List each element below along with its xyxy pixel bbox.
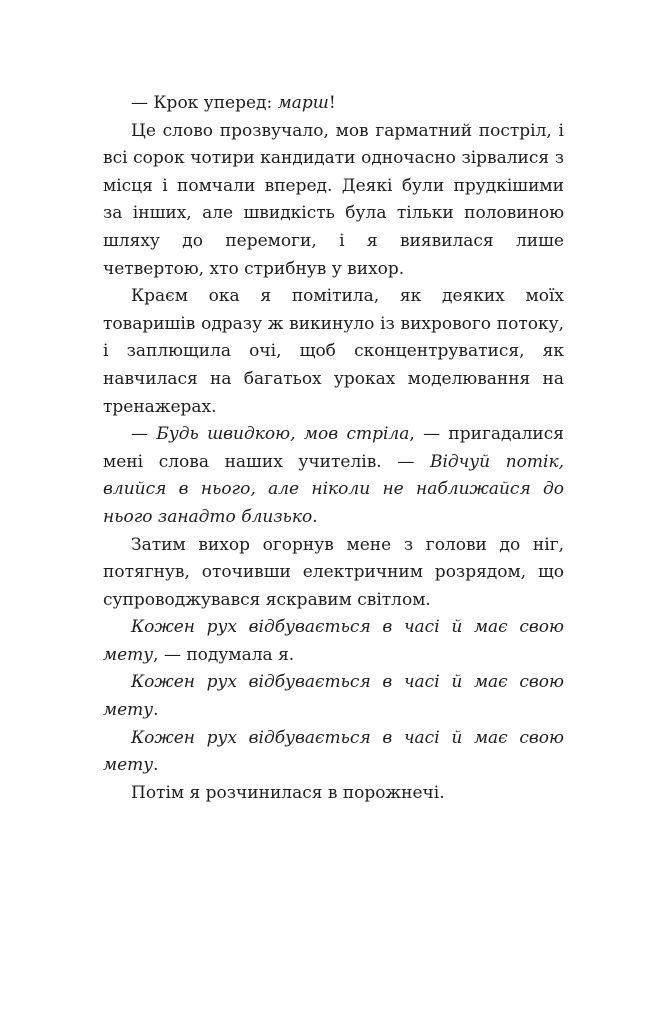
book-page-text xyxy=(103,90,564,807)
italic-run: Кожен рух відбувається в часі й має свою мету xyxy=(103,727,564,776)
text-run: Це слово прозвучало, мов гарматний постріл, і всі сорок чотири кандидати одночасно зірвалися з місця і помчали вперед. Деякі були прудкішими за інших, але швидкість була тільки половиною шляху до перемоги, і я виявилася лише четвертою, хто стрибнув у вихор. xyxy=(103,120,564,279)
paragraph-2 xyxy=(103,118,564,284)
paragraph-5 xyxy=(103,532,564,615)
text-run: . xyxy=(153,700,159,721)
paragraph-8 xyxy=(103,725,564,780)
italic-run: Кожен рух відбувається в часі й має свою мету xyxy=(103,617,564,665)
paragraph-7 xyxy=(103,669,564,724)
text-run: ! xyxy=(328,93,336,113)
text-run: Краєм ока я помітила, як деяких моїх товаришів одразу ж викинуло із вихрового потоку, і заплющила очі, щоб сконцентруватися, як навчилася на багатьох уроках моделювання на тренажерах. xyxy=(103,286,564,417)
paragraph-1 xyxy=(103,90,564,118)
text-run: Затим вихор огорнув мене з голови до ніг, потягнув, оточивши електричним розрядом, що супроводжувався яскравим світлом. xyxy=(103,534,564,610)
paragraph-9 xyxy=(103,780,564,808)
text-run: , — пригадалися мені слова наших учителів. — xyxy=(103,424,564,472)
italic-run: Кожен рух відбувається в часі й має свою мету xyxy=(103,672,564,721)
text-run: , — подумала я. xyxy=(153,644,295,665)
text-run: — Крок уперед: xyxy=(131,93,278,113)
paragraph-6 xyxy=(103,614,564,669)
text-run: . xyxy=(153,755,159,776)
italic-run: Будь швидкою, мов стріла xyxy=(156,424,410,445)
italic-run: Відчуй потік, влийся в нього, але ніколи не наближайся до нього занадто близько xyxy=(103,451,564,527)
italic-run: марш xyxy=(277,93,329,113)
text-run: Потім я розчинилася в порожнечі. xyxy=(131,782,445,803)
paragraph-4 xyxy=(103,421,564,531)
text-run: . xyxy=(312,506,318,527)
paragraph-3 xyxy=(103,283,564,421)
text-run: — xyxy=(131,424,157,445)
